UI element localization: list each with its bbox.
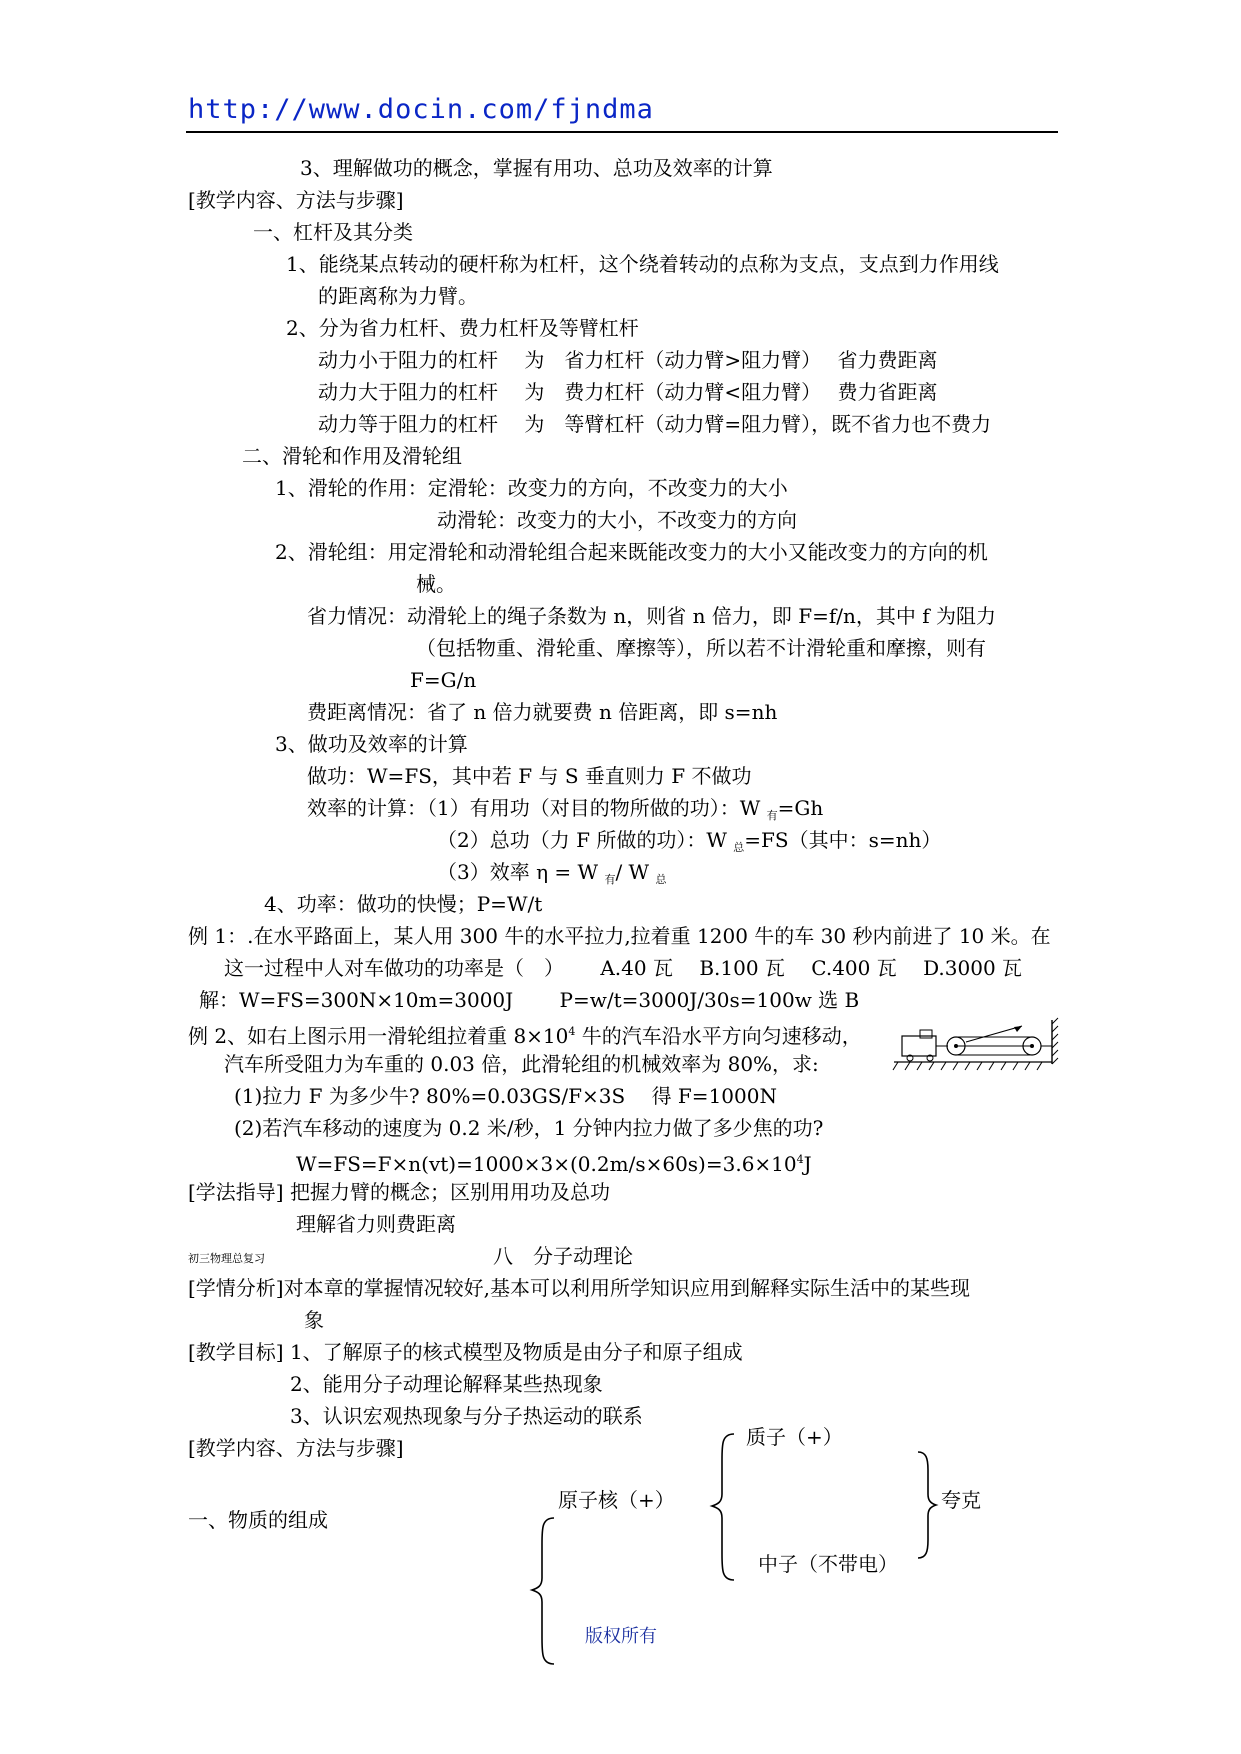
text-line: 效率的计算：（1）有用功（对目的物所做的功）：W $_有$=Gh <box>307 796 824 822</box>
text-line: 动力小于阻力的杠杆 为 省力杠杆（动力臂>阻力臂） 省力费距离 <box>318 348 938 372</box>
example-line: 解：W=FS=300N×10m=3000J P=w/t=3000J/30s=100w 选 B <box>199 988 860 1012</box>
text-line: F=G/n <box>410 668 477 692</box>
section-heading: 一、杠杆及其分类 <box>253 220 413 244</box>
example-line: $W=FS=F\times n(vt)=1000\times 3\times(0.2m/s\times 60s)=3.6\times 10^4J$ <box>296 1152 812 1176</box>
text-line: [学法指导] 把握力臂的概念；区别用用功及总功 <box>188 1180 610 1204</box>
text-line: 械。 <box>416 572 456 596</box>
text-line: 4、功率：做功的快慢；P=W/t <box>264 892 543 916</box>
section-heading: 二、滑轮和作用及滑轮组 <box>242 444 462 468</box>
example-line: 这一过程中人对车做功的功率是（ ） A.40 瓦 B.100 瓦 C.400 瓦 D.3000 瓦 <box>224 956 1023 980</box>
car-body <box>902 1036 936 1056</box>
pulley-car-figure <box>890 1016 1060 1080</box>
chapter-title: 八 分子动理论 <box>493 1244 633 1268</box>
text-line: 动滑轮：改变力的大小，不改变力的方向 <box>437 508 797 532</box>
example-line: 例 1：.在水平路面上，某人用 300 牛的水平拉力,拉着重 1200 牛的车 30 秒内前进了 10 米。在 <box>188 924 1051 948</box>
example-line: 例 2、如右上图示用一滑轮组拉着重 $8\times 10^4$ 牛的汽车沿水平方向匀速移动， <box>188 1024 862 1048</box>
example-line: 汽车所受阻力为车重的 0.03 倍，此滑轮组的机械效率为 80%，求: <box>224 1052 819 1076</box>
car-hood <box>920 1030 932 1038</box>
text-line: 理解省力则费距离 <box>296 1212 456 1236</box>
section-heading: [教学内容、方法与步骤] <box>188 188 404 212</box>
header-rule <box>186 131 1058 133</box>
text-line: 省力情况：动滑轮上的绳子条数为 n，则省 n 倍力，即 F=f/n，其中 f 为阻力 <box>307 604 996 628</box>
text-line: 3、认识宏观热现象与分子热运动的联系 <box>290 1404 643 1428</box>
diagram-label-neutron: 中子（不带电） <box>758 1552 898 1576</box>
copyright-text: 版权所有 <box>585 1626 657 1647</box>
text-line: 象 <box>304 1308 324 1332</box>
text-line: [学情分析]对本章的掌握情况较好,基本可以利用所学知识应用到解释实际生活中的某些现 <box>188 1276 970 1300</box>
section-heading: 一、物质的组成 <box>188 1508 328 1532</box>
text-line: 3、做功及效率的计算 <box>275 732 468 756</box>
example-line: (2)若汽车移动的速度为 0.2 米/秒，1 分钟内拉力做了多少焦的功? <box>234 1116 824 1140</box>
text-line: 2、滑轮组：用定滑轮和动滑轮组合起来既能改变力的大小又能改变力的方向的机 <box>275 540 988 564</box>
text-line: 动力大于阻力的杠杆 为 费力杠杆（动力臂<阻力臂） 费力省距离 <box>318 380 938 404</box>
text-line: 的距离称为力臂。 <box>318 284 478 308</box>
text-line: 做功：W=FS，其中若 F 与 S 垂直则力 F 不做功 <box>307 764 752 788</box>
example-line: (1)拉力 F 为多少牛? 80%=0.03GS/F×3S 得 F=1000N <box>234 1084 777 1108</box>
text-line: （包括物重、滑轮重、摩擦等），所以若不计滑轮重和摩擦，则有 <box>416 636 986 660</box>
running-header: 初三物理总复习 <box>188 1252 265 1265</box>
text-line: 1、滑轮的作用：定滑轮：改变力的方向，不改变力的大小 <box>275 476 788 500</box>
text-line: 费距离情况：省了 n 倍力就要费 n 倍距离，即 s=nh <box>307 700 778 724</box>
section-heading: [教学内容、方法与步骤] <box>188 1436 404 1460</box>
text-line: （2）总功（力 F 所做的功）：W $_总$=FS（其中：s=nh） <box>437 828 942 854</box>
diagram-label-quark: 夸克 <box>941 1488 981 1512</box>
text-line: 1、能绕某点转动的硬杆称为杠杆，这个绕着转动的点称为支点，支点到力作用线 <box>286 252 999 276</box>
text-line: 2、分为省力杠杆、费力杠杆及等臂杠杆 <box>286 316 639 340</box>
text-line: 3、理解做功的概念，掌握有用功、总功及效率的计算 <box>300 156 773 180</box>
brace-quark <box>916 1450 940 1560</box>
brace-nucleus <box>708 1432 738 1582</box>
diagram-label-nucleus: 原子核（+） <box>558 1488 675 1512</box>
text-line: （3）效率 η = W $_有$/ W $_总$ <box>437 860 667 886</box>
text-line: 动力等于阻力的杠杆 为 等臂杠杆（动力臂=阻力臂），既不省力也不费力 <box>318 412 992 436</box>
text-line: [教学目标] 1、了解原子的核式模型及物质是由分子和原子组成 <box>188 1340 743 1364</box>
header-url[interactable]: http://www.docin.com/fjndma <box>188 94 654 125</box>
diagram-label-proton: 质子（+） <box>746 1425 843 1449</box>
pull-arrow <box>966 1026 1022 1042</box>
text-line: 2、能用分子动理论解释某些热现象 <box>290 1372 603 1396</box>
brace-matter <box>528 1516 558 1666</box>
